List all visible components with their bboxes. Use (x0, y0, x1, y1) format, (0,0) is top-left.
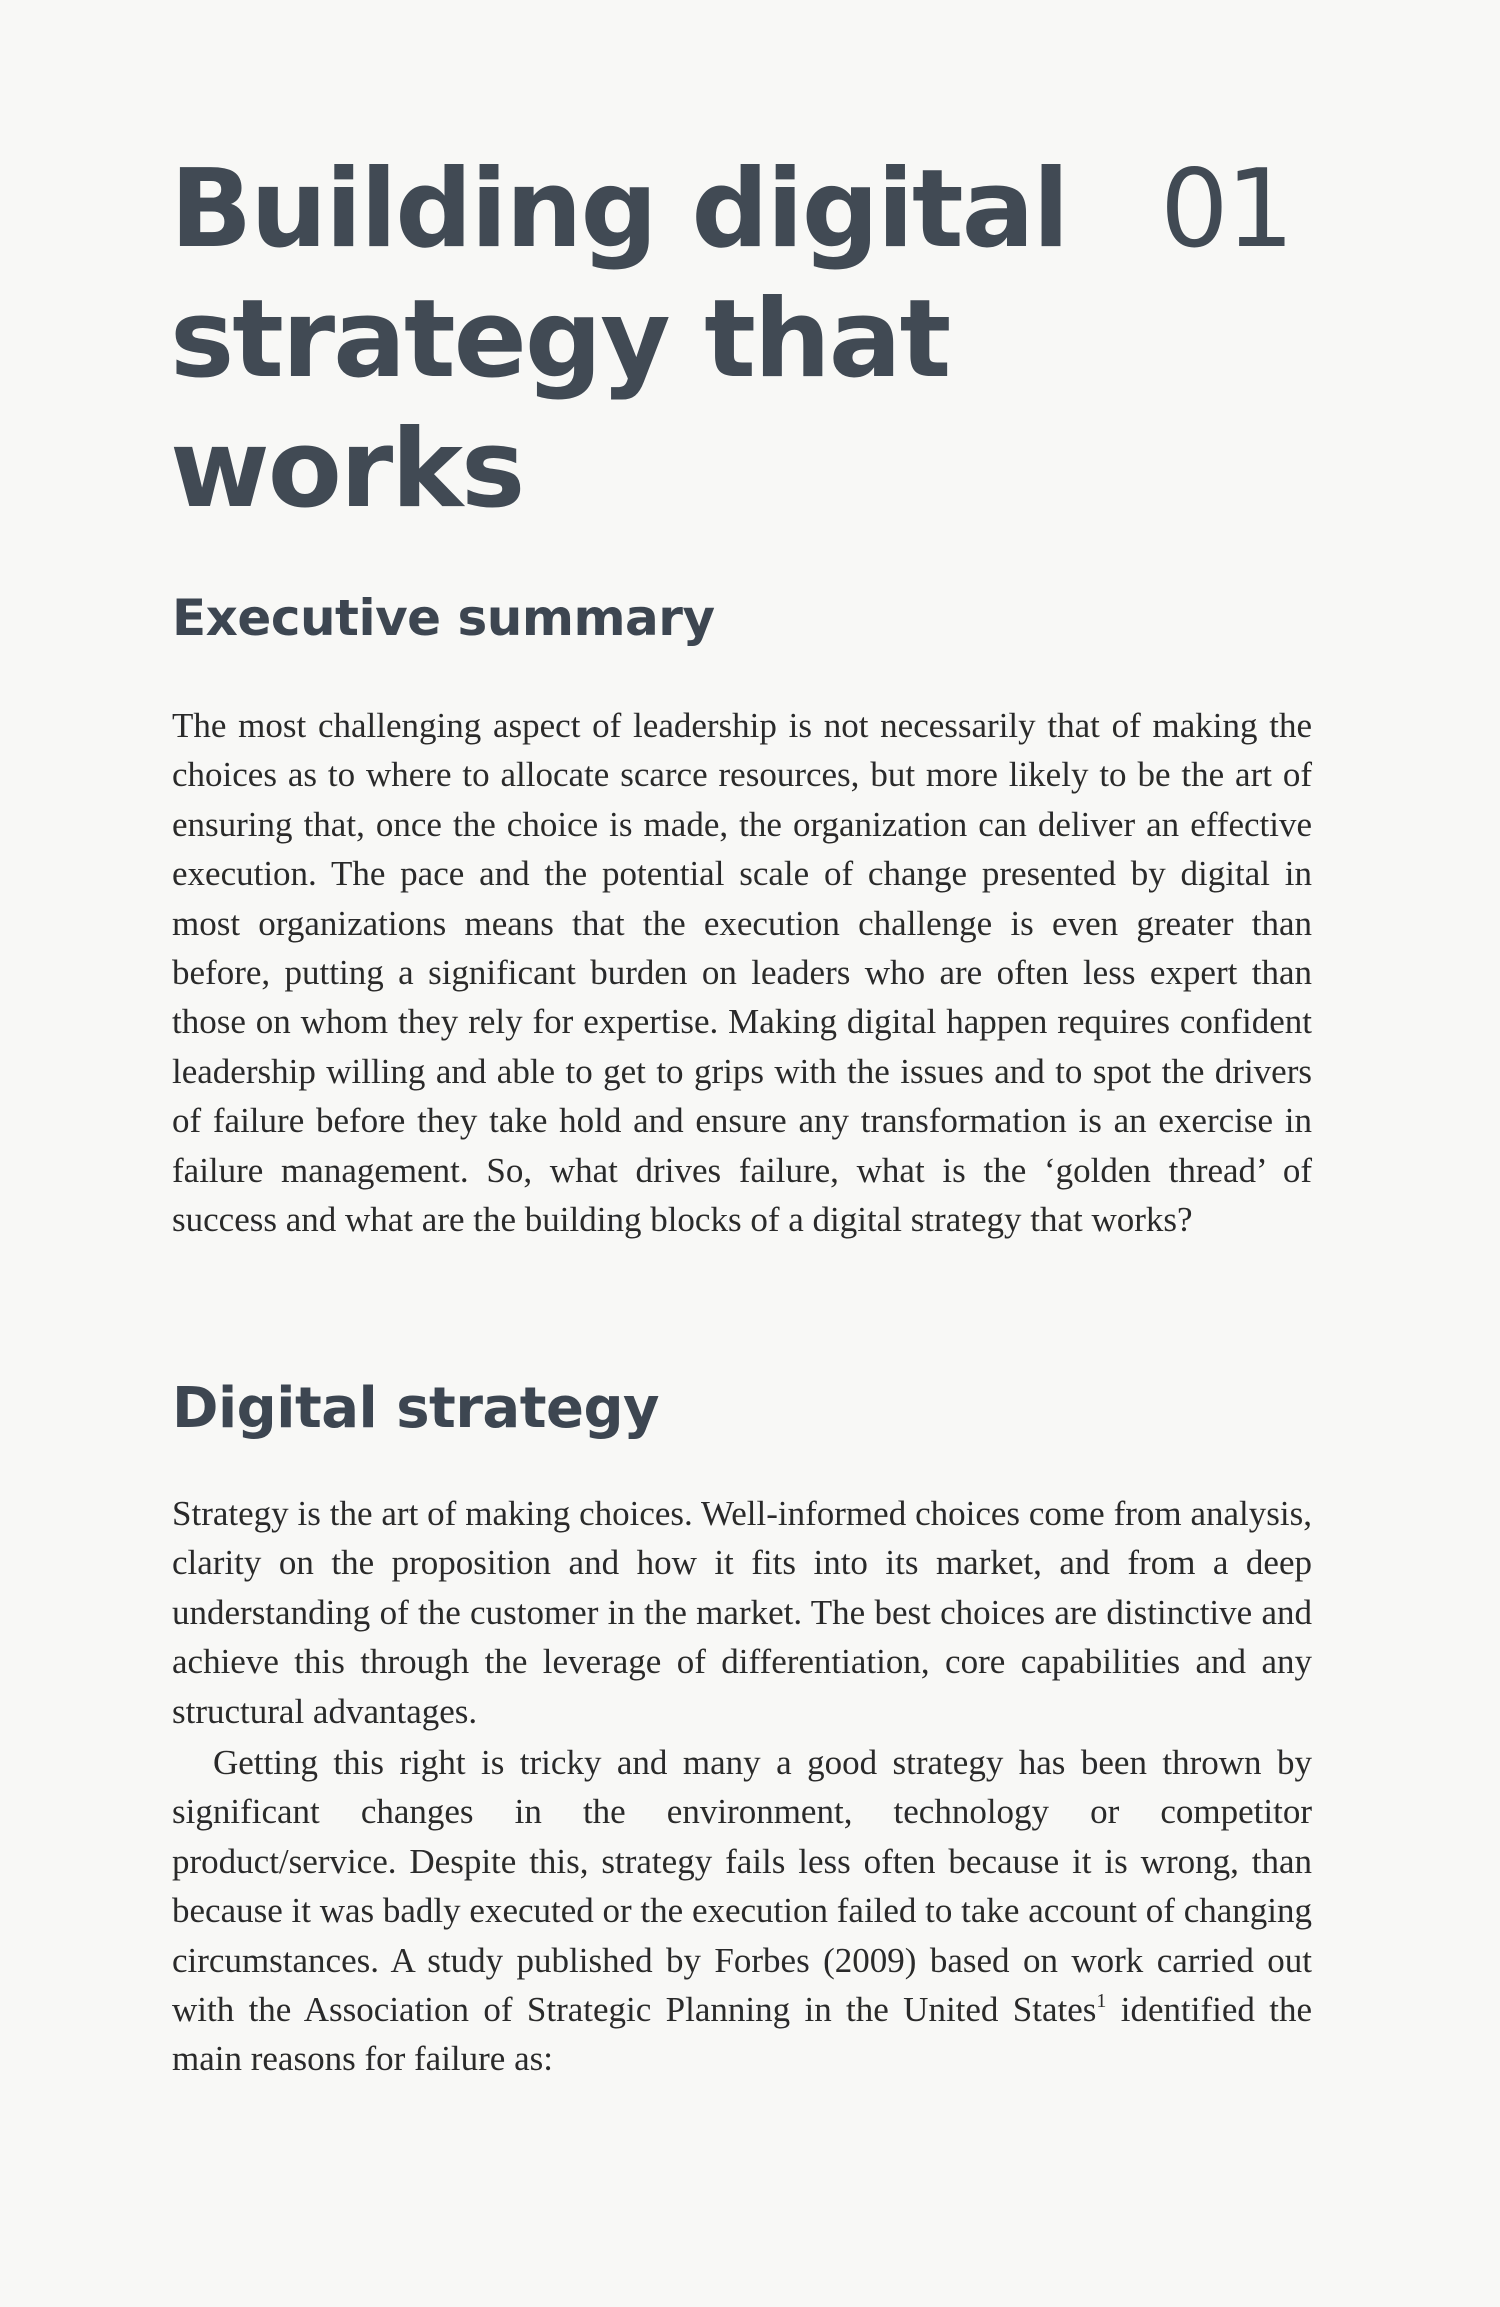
paragraph-2-text-after-note: identified the main reasons for failure as: (172, 1990, 1312, 2079)
chapter-title (170, 145, 1330, 535)
digital-strategy-heading: Digital strategy (172, 1376, 660, 1441)
chapter-title-line-1: Building digital (170, 147, 1068, 272)
digital-strategy-paragraph-1: Strategy is the art of making choices. Well-informed choices come from analysis, clarity on the proposition and how it fits into its market, and from a deep understanding of the customer in the market. The best choices are distinctive and achieve this through the leverage of differentiation, core capabilities and any structural advantages. (172, 1494, 1312, 1731)
chapter-title-line-2: strategy that works (170, 277, 950, 532)
chapter-number: 01 (1160, 147, 1292, 272)
executive-summary-heading: Executive summary (172, 589, 715, 647)
paragraph-2-text-before-note: Getting this right is tricky and many a good strategy has been thrown by significant changes in the environment, technology or competitor product/service. Despite this, strategy fails less often because it is wrong, than because it was badly executed or the execution failed to take account of changing circumstances. A study published by Forbes (2009) based on work carried out with the Association of Strategic Planning in the United States (172, 1743, 1312, 2030)
executive-summary-paragraph: The most challenging aspect of leadership is not necessarily that of making the choices as to where to allocate scarce resources, but more likely to be the art of ensuring that, once the choice is made, the organization can deliver an effective execution. The pace and the potential scale of change presented by digital in most organizations means that the execution challenge is even greater than before, putting a significant burden on leaders who are often less expert than those on whom they rely for expertise. Making digital happen requires confident leadership willing and able to get to grips with the issues and to spot the drivers of failure before they take hold and ensure any transformation is an exercise in failure management. So, what drives failure, what is the ‘golden thread’ of success and what are the building blocks of a digital strategy that works? (172, 706, 1312, 1240)
footnote-marker: 1 (1096, 1990, 1107, 2013)
digital-strategy-paragraph-2 (172, 1738, 1312, 2084)
